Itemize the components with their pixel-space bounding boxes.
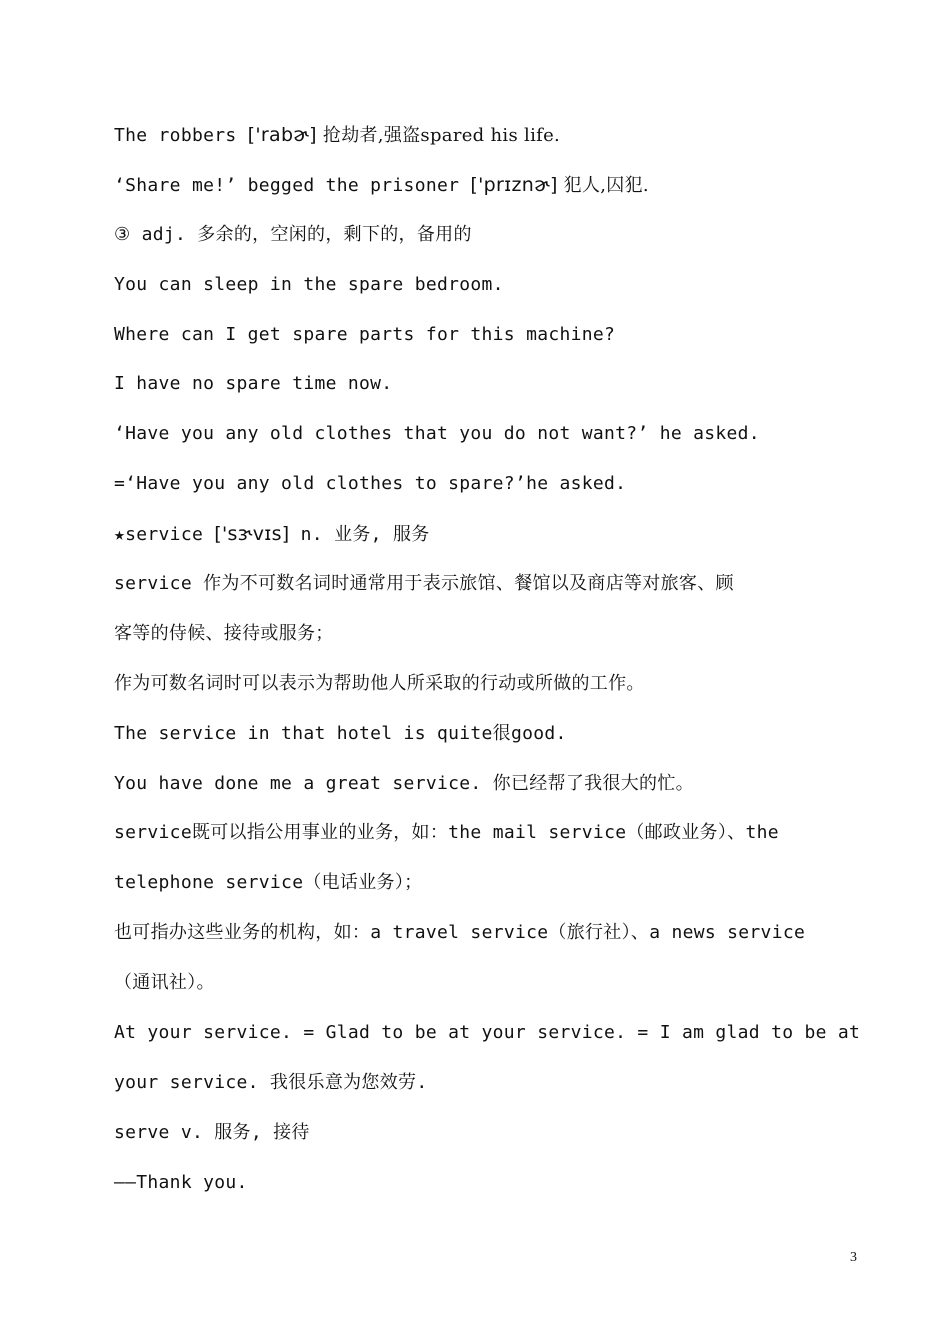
text-line: service 作为不可数名词时通常用于表示旅馆、餐馆以及商店等对旅客、顾 <box>114 573 734 595</box>
text-line <box>114 517 864 567</box>
text-line: service既可以指公用事业的业务，如：the mail service（邮政业务）、the <box>114 822 779 844</box>
text-segment: The robbers <box>114 125 248 146</box>
text-line: You have done me a great service. 你已经帮了我很大的忙。 <box>114 772 694 794</box>
text-line: （通讯社）。 <box>114 972 215 994</box>
text-segment: 犯人,囚犯. <box>557 174 649 196</box>
text-line: ‘Have you any old clothes that you do not want?’ he asked. <box>114 423 760 445</box>
text-line: At your service. = Glad to be at your service. = I am glad to be at <box>114 1022 861 1044</box>
text-line <box>114 168 864 218</box>
page-number: 3 <box>850 1250 857 1265</box>
text-line: Where can I get spare parts for this machine? <box>114 323 616 345</box>
text-segment: 抢劫者,强盗spared his life. <box>316 125 561 146</box>
text-line: =‘Have you any old clothes to spare?’he asked. <box>114 473 627 495</box>
phonetic-transcription: ['prɪznɚ] <box>470 173 558 196</box>
text-line: telephone service（电话业务）； <box>114 872 423 894</box>
text-line: ③ adj. 多余的，空闲的，剩下的，备用的 <box>114 223 472 245</box>
text-line: 作为可数名词时可以表示为帮助他人所采取的行动或所做的工作。 <box>114 672 645 694</box>
text-line: I have no spare time now. <box>114 373 393 395</box>
text-line: your service. 我很乐意为您效劳. <box>114 1071 428 1093</box>
text-line: 也可指办这些业务的机构，如：a travel service（旅行社）、a news service <box>114 922 806 944</box>
text-segment: n. 业务, 服务 <box>289 524 430 546</box>
text-segment: ★service <box>114 524 215 546</box>
text-line: 客等的侍候、接待或服务； <box>114 622 334 644</box>
text-line: You can sleep in the spare bedroom. <box>114 273 504 295</box>
text-line: ——Thank you. <box>114 1171 248 1193</box>
document-body <box>114 118 864 1216</box>
text-line: serve v. 服务, 接待 <box>114 1121 310 1143</box>
phonetic-transcription: ['rabɚ] <box>247 124 317 146</box>
text-line <box>114 118 864 168</box>
phonetic-transcription: ['sɝvɪs] <box>214 523 290 546</box>
text-line: The service in that hotel is quite很good. <box>114 722 567 744</box>
text-segment: ‘Share me!’ begged the prisoner <box>114 174 471 196</box>
